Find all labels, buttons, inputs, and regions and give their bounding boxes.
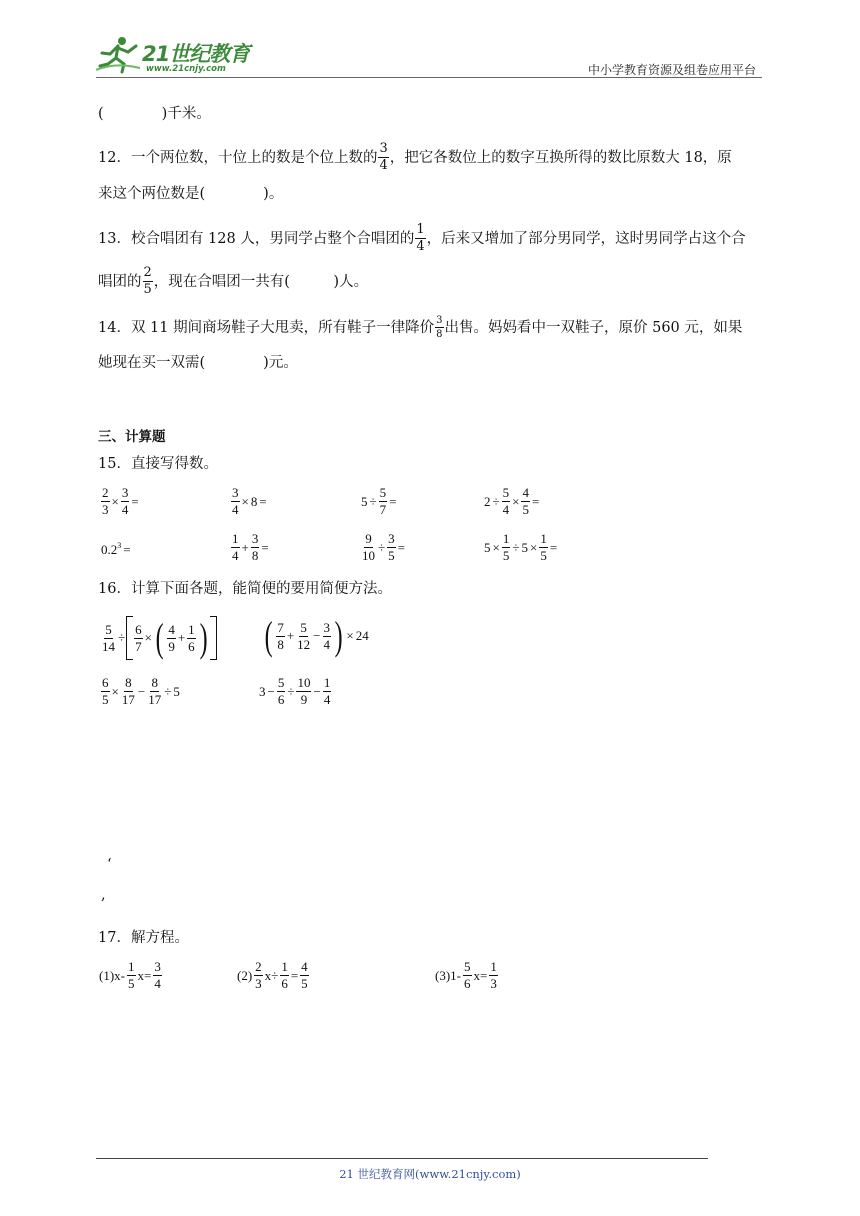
q13-text-b: ，后来又增加了部分男同学，这时男同学占这个合 <box>426 230 746 247</box>
q14-line2: 她现在买一双需( )元。 <box>98 355 298 371</box>
header-platform-name: 中小学教育资源及组卷应用平台 <box>587 63 756 77</box>
q13-line1 <box>98 223 746 254</box>
q17-equation-1: (1)x- $\frac{1}{5}$ x= $\frac{3}{4}$ <box>99 959 161 991</box>
logo <box>96 34 256 78</box>
q15-item-1: $\frac{2}{3}$ × $\frac{3}{4}$ = <box>102 485 139 517</box>
q17-title: 17．解方程。 <box>98 930 189 946</box>
section-title: 三、计算题 <box>98 429 166 445</box>
q16-expression-4: 3 − $\frac{5}{6}$ ÷ $\frac{10}{9}$ − $\frac{1}{4}$ <box>259 675 331 707</box>
q15-item-5: $0.2^3$ = <box>101 541 131 557</box>
q14-text-b: 出售。妈妈看中一双鞋子，原价 560 元，如果 <box>444 319 743 336</box>
q14-line1 <box>98 315 742 340</box>
q15-item-4: 2 ÷ $\frac{5}{4}$ × $\frac{4}{5}$ = <box>484 485 540 517</box>
header-rule <box>96 77 762 78</box>
q15-item-8: 5 × $\frac{1}{5}$ ÷ 5 × $\frac{1}{5}$ = <box>484 531 558 563</box>
q13-text-c: 唱团的 <box>98 273 142 290</box>
q15-item-3: 5 ÷ $\frac{5}{7}$ = <box>361 485 397 517</box>
q14-text-a: 14．双 11 期间商场鞋子大甩卖，所有鞋子一律降价 <box>98 319 435 336</box>
q13-fraction-2: $\frac{2}{5}$ <box>143 265 152 297</box>
q17-equation-3: (3)1- $\frac{5}{6}$ x= $\frac{1}{3}$ <box>435 959 497 991</box>
stray-mark-2: , <box>101 887 106 903</box>
runner-icon <box>96 34 140 74</box>
q12-line2: 来这个两位数是( )。 <box>98 186 284 202</box>
q17-equation-2: (2) $\frac{2}{3}$ x÷ $\frac{1}{6}$ = $\frac{4}{5}$ <box>237 959 308 991</box>
logo-text: 21世纪教育 <box>142 42 250 66</box>
q15-item-7: $\frac{9}{10}$ ÷ $\frac{3}{5}$ = <box>362 531 405 563</box>
q14-fraction: $\frac{3}{8}$ <box>436 315 443 340</box>
stray-mark-1: ‘ <box>107 857 112 873</box>
q16-expression-1: $\frac{5}{14}$ ÷ $\frac{6}{7}$ × ( $\frac{4}{9}$ + $\frac{1}{6}$ ) <box>100 616 217 660</box>
logo-url: www.21cnjy.com <box>146 64 226 74</box>
q15-item-6: $\frac{1}{4}$ + $\frac{3}{8}$ = <box>232 531 269 563</box>
q12-fraction: $\frac{3}{4}$ <box>379 141 388 173</box>
q13-text-d: ，现在合唱团一共有( )人。 <box>153 273 369 290</box>
q16-expression-3: $\frac{6}{5}$ × $\frac{8}{17}$ − $\frac{8}{17}$ ÷ 5 <box>102 675 180 707</box>
q15-title: 15．直接写得数。 <box>98 456 218 472</box>
q13-line2 <box>98 266 368 297</box>
footer-text: 21 世纪教育网(www.21cnjy.com) <box>339 1167 521 1181</box>
q12-text-a: 12．一个两位数，十位上的数是个位上数的 <box>98 149 378 166</box>
q13-text-a: 13．校合唱团有 128 人，男同学占整个合唱团的 <box>98 230 415 247</box>
q12-line1 <box>98 142 732 173</box>
q12-text-b: ，把它各数位上的数字互换所得的数比原数大 18，原 <box>389 149 732 166</box>
q13-fraction-1: $\frac{1}{4}$ <box>416 222 425 254</box>
q16-expression-2: ( $\frac{7}{8}$ + $\frac{5}{12}$ − $\frac{3}{4}$ ) × 24 <box>264 613 369 658</box>
footer-rule <box>96 1158 708 1159</box>
q15-item-2: $\frac{3}{4}$ × 8 = <box>232 485 267 517</box>
q16-title: 16．计算下面各题，能简便的要用简便方法。 <box>98 581 392 597</box>
q11-tail: ( )千米。 <box>98 106 211 122</box>
